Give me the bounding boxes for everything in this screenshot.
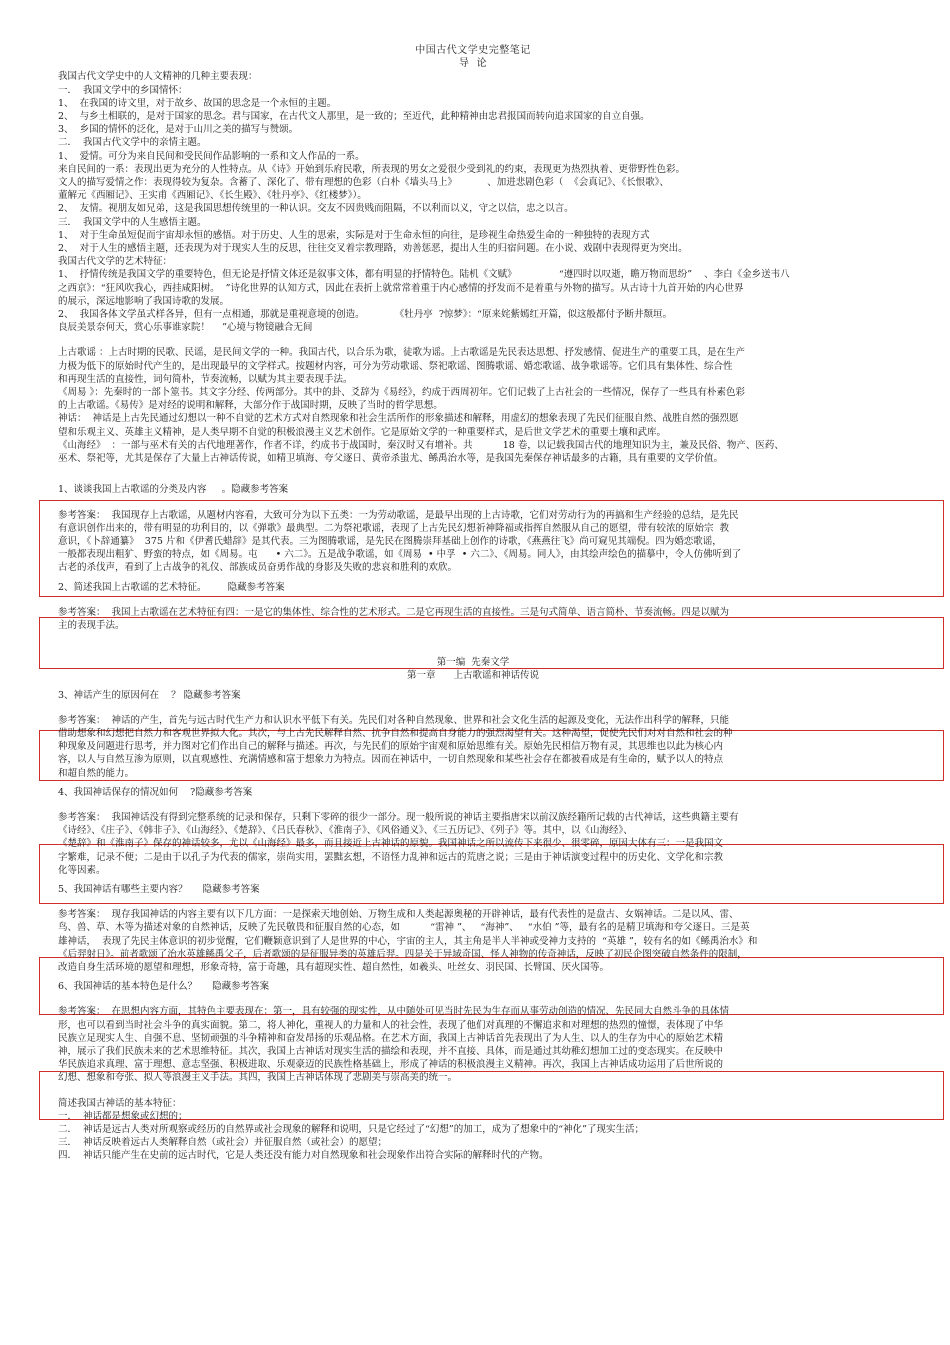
text-line: 三． 神话反映着远古人类解释自然（或社会）并征服自然（或社会）的愿望； — [58, 1137, 388, 1149]
text-line: 一． 神话都是想象或幻想的； — [58, 1110, 188, 1122]
question-6 — [58, 980, 888, 1084]
text-line: 2、 与乡土相联的，是对于国家的思念。君与国家，在古代文人那里，是一致的；至近代，此种精神由忠君报国而转向追求国家的自立自强。 — [58, 111, 650, 123]
answer-line: 神，展示了我们民族未来的艺术思维特征。其次，我国上古神话对现实生活的描绘和表现，并不直接、具体，而是通过其幼稚幻想加工过的变态现实。在反映中 — [58, 1046, 724, 1057]
text-line: 三． 我国文学中的人生感悟主题。 — [58, 216, 207, 228]
question-2 — [58, 581, 888, 633]
text-line: 力极为低下的原始时代产生的，是出现最早的文学样式。按题材内容，可分为劳动歌谣、祭祀歌谣、图腾歌谣、婚恋歌谣、战争歌谣等。它们具有集体性、综合性 — [58, 360, 733, 372]
question-heading[interactable]: 3、神话产生的原因何在 ？ 隐藏参考答案 — [58, 689, 241, 701]
text-line: 简述我国古神话的基本特征： — [58, 1097, 182, 1109]
text-line: 和再现生活的直接性，词句简朴，节奏流畅，以赋为其主要表现手法。 — [58, 373, 353, 385]
text-line: 二． 我国古代文学中的亲情主题。 — [58, 137, 207, 149]
answer-line: 字繁难，记录不便；二是由于以孔子为代表的儒家，崇尚实用，罢黜玄想，不语怪力乱神和远古的荒唐之说；三是由于神话演变过程中的历史化、文学化和宗教 — [58, 851, 724, 863]
text-line: 1、 抒情传统是我国文学的重要特色，但无论是抒情文体还是叙事文体，都有明显的抒情特色。陆机《文赋》 “遵四时以叹逝，瞻万物而思纷” 、李白《金乡送韦八 — [58, 269, 790, 281]
doc-title: 中国古代文学史完整笔记 — [415, 45, 531, 56]
text-line: 我国古代文学的艺术特征： — [58, 256, 173, 268]
answer-line: 华民族追求真理、富于理想、意志坚强、积极进取、乐观豪迈的民族性格基础上，形成了神话的积极浪漫主义精神。再次，我国上古神话成功运用了后世所说的 — [58, 1059, 724, 1071]
text-line: 2、 我国各体文学虽式样各异，但有一点相通，那就是重视意境的创造。 《牡丹亭 ?惊梦》：“原来姹紫嫣红开篇，似这般都付予断井颓垣。 — [58, 309, 673, 321]
text-line: 文人的描写爱情之作：表现得较为复杂。含蓄了、深化了、带有理想的色彩（白朴《墙头马上》 、加进悲剧色彩（ 《会真记》、《长恨歌》、 — [58, 177, 669, 189]
doc-subtitle: 导 论 — [458, 58, 488, 70]
text-line: 2、 对于人生的感悟主题，还表现为对于现实人生的反思，往往交叉着宗教理路，劝善惩恶，提出人生的归宿问题。在小说、戏剧中表现得更为突出。 — [58, 243, 688, 255]
text-line: 来自民间的一系：表现出更为充分的人性特点。从《诗》开始到乐府民歌，所表现的男女之爱很少受到礼的约束，表现更为热烈执着、更带野性色彩。 — [58, 163, 686, 175]
question-heading[interactable]: 5、我国神话有哪些主要内容？ 隐藏参考答案 — [58, 883, 260, 895]
text-line: 望和乐观主义、英雄主义精神，是人类早期不自觉的积极浪漫主义艺术创作。它是原始文学的一种重要样式，是后世文学艺术的重要土壤和武库。 — [58, 426, 667, 438]
answer-line: 借助想象和幻想把自然力和客观世界拟人化。其次，与上古先民解释自然、抗争自然和提高自身能力的强烈渴望有关。这种渴望，促使先民们对对自然和社会的种 — [58, 727, 733, 739]
text-line: 二． 神话是远古人类对所观察或经历的自然界或社会现象的解释和说明，只是它经过了“幻想”的加工，成为了想象中的“神化”了现实生活； — [58, 1124, 644, 1136]
answer-line: 种现象及问题进行思考，并力图对它们作出自己的解释与描述。再次，与先民们的原始宇宙观和原始思维有关。原始先民相信万物有灵，其思维也以此为核心内 — [58, 741, 724, 753]
text-line: 1、 在我国的诗文里，对于故乡、故国的思念是一个永恒的主题。 — [58, 97, 337, 109]
answer-line: 鸟、兽、草、木等为描述对象的自然神话，反映了先民敬畏和征服自然的心态，如 “雷神 ”、 “海神”、 “水伯 ”等，最有名的是精卫填海和夸父逐日。三是英 — [58, 922, 750, 934]
text-line: 的展示，深远地影响了我国诗歌的发展。 — [58, 295, 230, 307]
chapter-title: 第一章 上古歌谣和神话传说 — [406, 670, 540, 682]
answer-line: 意识，《卜辞通纂》 375 片和《伊耆氏蜡辞》是其代表。三为图腾歌谣，是先民在图腾崇拜基础上创作的诗歌，《燕燕往飞》尚可窥见其端倪。四为婚恋歌谣， — [58, 535, 722, 547]
answer-line: 和超自然的能力。 — [58, 767, 135, 779]
answer-line: 《后羿射日》。前者歌颂了治水英雄鲧禹父子，后者歌颂的是征服异类的英雄后羿。四是关于异域奇国、怪人神物的传奇神话，反映了初民企图突破自然条件的限制， — [58, 948, 747, 960]
answer-line: 参考答案： 我国上古歌谣在艺术特征有四：一是它的集体性、综合性的艺术形式。二是它再现生活的直接性。三是句式简单、语言简朴、节奏流畅。四是以赋为 — [58, 606, 730, 618]
answer-line: 民族立足现实人生、自强不息、坚韧顽强的斗争精神和奋发昂扬的乐观品格。在艺术方面，我国上古神话首先表现出了为人生、以人的生存为中心的原始艺术精 — [58, 1032, 724, 1044]
text-line: 良辰美景奈何天，赏心乐事谁家院！ ”心境与物镜融合无间 — [58, 322, 313, 334]
text-line: 董解元《西厢记》、王实甫《西厢记》、《长生殿》、《牡丹亭》、《红楼梦》）。 — [58, 190, 367, 202]
text-line: 之西京》：“狂风吹我心，西挂咸阳树。 ”诗化世界的认知方式，因此在表折上就常常着重于内心感情的抒发而不是着重与外物的描写。从古诗十九首开始的内心世界 — [58, 282, 744, 294]
text-line: 的上古歌谣。《易传》是对经的说明和解释，大部分作于战国时期，反映了当时的哲学思想。 — [58, 400, 443, 412]
text-line: 《山海经》 ：一部与巫术有关的古代地理著作，作者不详，约成书于战国时，秦汉时又有增补。共 18 卷，以记载我国古代的地理知识为主，兼及民俗、物产、医药、 — [58, 439, 784, 451]
text-line: 1、 对于生命虽短促而宇宙却永恒的感悟。对于历史、人生的思索，实际是对于生命永恒的向往，是珍视生命热爱生命的一种独特的表现方式 — [58, 229, 650, 241]
answer-line: 化等因素。 — [58, 864, 106, 876]
question-heading[interactable]: 4、我国神话保存的情况如何 ?隐藏参考答案 — [58, 786, 253, 798]
text-line: 2、 友情。视朋友如兄弟，这是我国思想传统里的一种认识。交友不因贵贱而阻隔，不以利而以义，守之以信，忠之以言。 — [58, 203, 574, 215]
answer-line: 形，也可以看到当时社会斗争的真实面貌。第二，将人神化，重视人的力量和人的社会性，表现了他们对真理的不懈追求和对理想的热烈的憧憬，表体现了中华 — [58, 1019, 724, 1031]
question-1 — [58, 483, 888, 574]
text-line: 我国古代文学史中的人文精神的几种主要表现： — [58, 71, 258, 83]
text-line: 神话： 神话是上古先民通过幻想以一种不自觉的艺术方式对自然现象和社会生活所作的形象描述和解释，用虚幻的想象表现了先民们征服自然、战胜自然的强烈愿 — [58, 413, 739, 425]
answer-line: 容，以人与自然互渗为原则，以直观感性、充满情感和富于想象力为特点。因而在神话中，一切自然现象和某些社会存在都被看成是有生命的，赋予以人的特点 — [58, 754, 724, 766]
intro-section — [58, 70, 888, 334]
question-3 — [58, 689, 888, 780]
text-line: 一． 我国文学中的乡国情怀： — [58, 84, 188, 96]
answer-line: 参考答案： 我国神话没有得到完整系统的记录和保存，只剩下零碎的很少一部分。现一般所说的神话主要指唐宋以前汉族经籍所记载的古代神话，这些典籍主要有 — [58, 811, 739, 823]
question-5 — [58, 883, 888, 974]
answer-line: 主的表现手法。 — [58, 619, 125, 631]
text-line: 巫术、祭祀等，尤其是保存了大量上古神话传说，如精卫填海、夸父逐日、黄帝杀蚩尤、鲧禹治水等，是我国先秦保存神话最多的古籍，具有重要的文学价值。 — [58, 453, 724, 465]
summary-section — [58, 1097, 888, 1163]
answer-line: 《诗经》、《庄子》、《韩非子》、《山海经》、《楚辞》、《吕氏春秋》、《淮南子》、《风俗通义》、《三五历记》、《列子》等。其中，以《山海经》、 — [58, 825, 633, 837]
answer-line: 参考答案： 在思想内容方面，其特色主要表现在：第一，具有较强的现实性，从中随处可见当时先民为生存而从事劳动创造的情况、先民同大自然斗争的具体情 — [58, 1006, 730, 1018]
answer-line: 古老的杀伐声，看到了上古战争的礼仪、部族成员奋勇作战的身影及失败的悲哀和胜利的欢欣。 — [58, 562, 458, 574]
question-4 — [58, 786, 888, 877]
answer-line: 有意识创作出来的，带有明显的功利目的，以《弹歌》最典型。二为祭祀歌谣，表现了上古先民幻想祈神降福或指挥自然服从自己的愿望，带有较浓的原始宗 教 — [58, 522, 730, 534]
answer-line: 雄神话， 表现了先民主体意识的初步觉醒，它们鞭颖意识到了人是世界的中心，宇宙的主人，其主角是半人半神或受神力支持的 “英雄 ”，较有名的如《鲧禹治水》和 — [58, 935, 758, 947]
text-line: 1、 爱情。可分为来自民间和受民间作品影响的一系和文人作品的一系。 — [58, 150, 365, 162]
question-heading[interactable]: 1、谈谈我国上古歌谣的分类及内容 。隐藏参考答案 — [58, 484, 289, 496]
answer-line: 《楚辞》和《淮南子》保存的神话较多，尤以《山海经》最多，而且接近上古神话的原貌。我国神话之所以流传下来很少、很零碎，原因大体有三：一是我国文 — [58, 838, 724, 850]
text-line: 《周易 》：先秦时的一部卜筮书。其文字分经、传两部分。其中的卦、爻辞为《易经》，约成于西周初年。它们记载了上古社会的一些情况，保存了一些具有朴素色彩 — [58, 387, 746, 399]
document-page — [58, 44, 888, 1163]
part-title: 第一编 先秦文学 — [436, 657, 510, 669]
answer-line: 一般都表现出粗犷、野蛮的特点，如《周易。屯 • 六二》。五是战争歌谣，如《周易 • 中孚 • 六二》、《周易。同人》，由其绘声绘色的描摹中，令人仿佛听到了 — [58, 549, 742, 561]
answer-line: 参考答案： 现存我国神话的内容主要有以下几方面：一是探索天地创始、万物生成和人类起源奥秘的开辟神话，最有代表性的是盘古、女娲神话。二是以风、雷、 — [58, 909, 739, 921]
answer-line: 改造自身生活环境的愿望和理想，形象奇特，富于奇趣，具有超现实性、超自然性，如羲头、吐丝女、羽民国、长臂国、厌火国等。 — [58, 961, 610, 973]
answer-line: 参考答案： 我国现存上古歌谣，从题材内容看，大致可分为以下五类：一为劳动歌谣，是最早出现的上古诗歌，它们对劳动行为的再搞和生产经验的总结，是先民 — [58, 509, 739, 521]
question-heading[interactable]: 2、简述我国上古歌谣的艺术特征。 隐藏参考答案 — [58, 581, 285, 593]
question-heading[interactable]: 6、我国神话的基本特色是什么？ 隐藏参考答案 — [58, 981, 270, 993]
answer-line: 幻想、想象和夸张、拟人等浪漫主义手法。其四，我国上古神话体现了悲剧美与崇高美的统一。 — [58, 1072, 458, 1084]
text-line: 上古歌谣 ：上古时期的民歌、民谣，是民间文学的一种。我国古代，以合乐为歌，徒歌为谣。上古歌谣是先民表达思想、抒发感情、促进生产的重要工具，是在生产 — [58, 347, 746, 359]
terms-section — [58, 346, 888, 465]
answer-line: 参考答案： 神话的产生，首先与远古时代生产力和认识水平低下有关。先民们对各种自然现象、世界和社会文化生活的起源及变化，无法作出科学的解释，只能 — [58, 714, 730, 726]
text-line: 3、 乡国的情怀的泛化，是对于山川之美的描写与赞颂。 — [58, 124, 299, 136]
text-line: 四． 神话只能产生在史前的远古时代，它是人类还没有能力对自然现象和社会现象作出符合实际的解释时代的产物。 — [58, 1150, 549, 1162]
